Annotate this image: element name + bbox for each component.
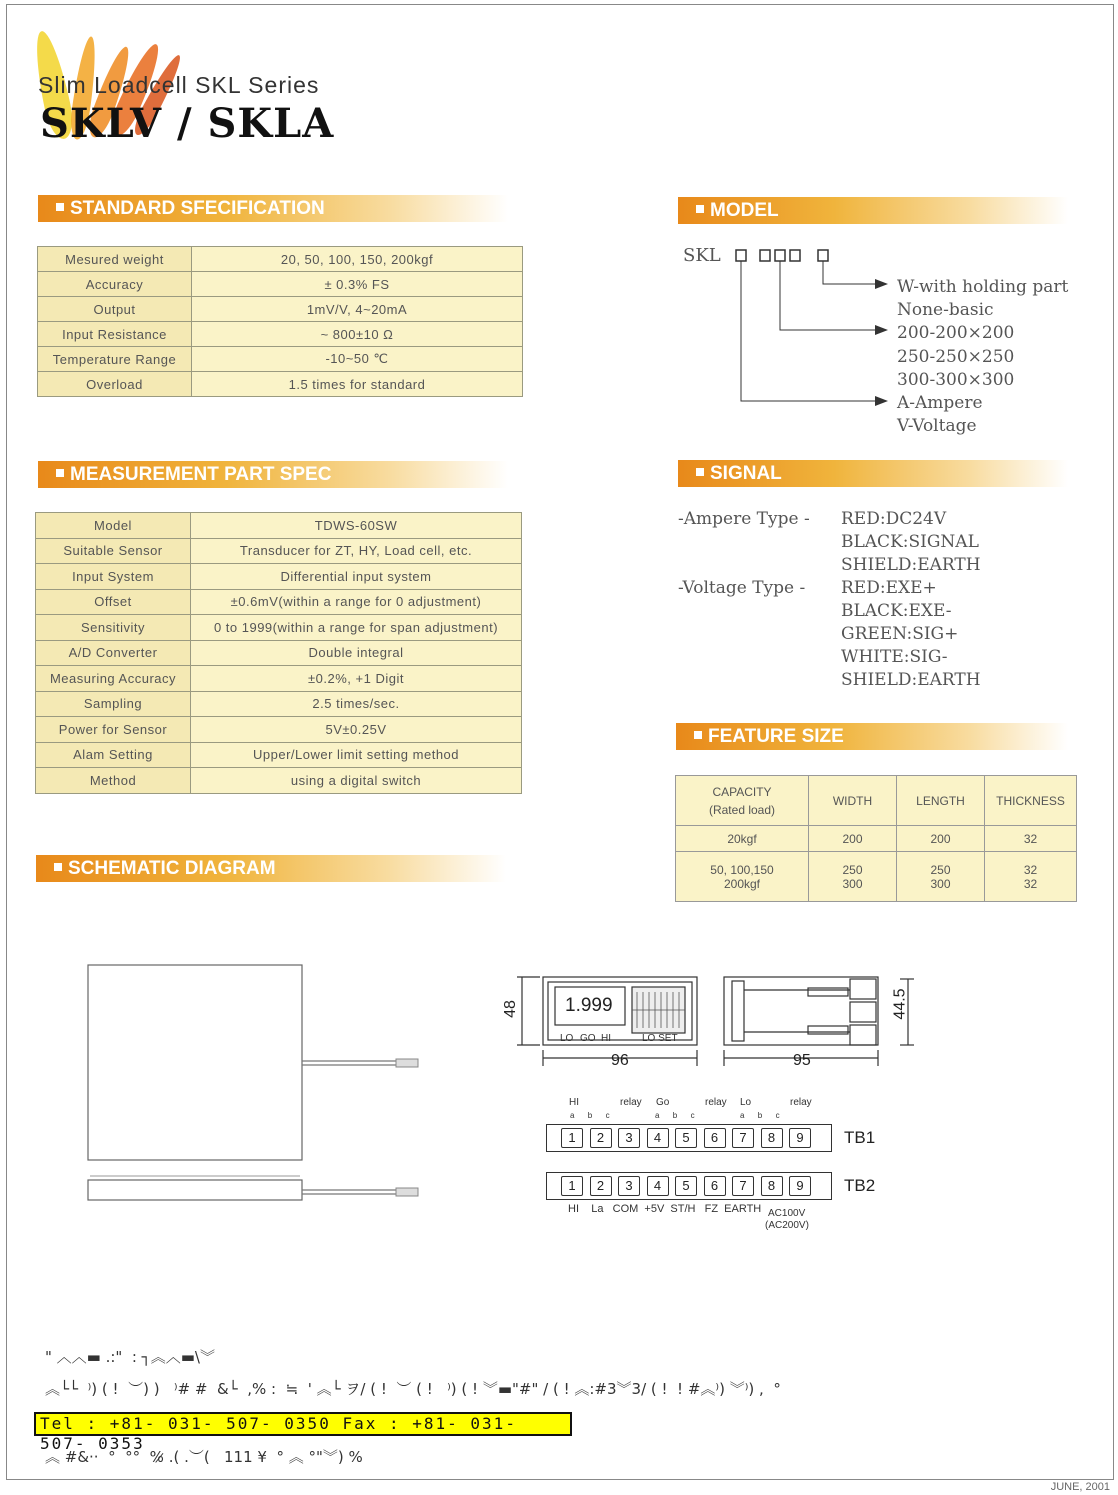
terminal-8: 8 [761, 1128, 783, 1148]
signal-voltage-label: -Voltage Type - [678, 578, 806, 598]
terminal-7: 7 [732, 1176, 754, 1196]
signal-ampere-list: RED:DC24V BLACK:SIGNAL SHIELD:EARTH [841, 509, 981, 575]
model-heading: MODEL [678, 197, 1068, 224]
terminal-3: 3 [618, 1128, 640, 1148]
terminal-5: 5 [675, 1176, 697, 1196]
tb1-abc-2: a b c [655, 1111, 695, 1120]
schematic-heading: SCHEMATIC DIAGRAM [36, 855, 506, 882]
size-cell: 250 300 [809, 852, 897, 902]
footer-line-2: ︽└└ ⁾) ( ! ︶) ) ⁾# # &└ ,% : ≒ ' ︽└ ヲ/ ( ! ︶ ( ! ⁾) ( ! ︾▬"#" / ( ! ︽:#3︾3/ ( ! ! #︽⁾) ︾⁾) , ° [45, 1380, 781, 1398]
spec-label: Mesured weight [38, 247, 192, 272]
spec-value: 20, 50, 100, 150, 200kgf [192, 247, 523, 272]
spec-value: TDWS-60SW [191, 513, 522, 539]
terminal-8: 8 [761, 1176, 783, 1196]
terminal-7: 7 [732, 1128, 754, 1148]
terminal-2: 2 [590, 1176, 612, 1196]
spec-row [36, 691, 522, 717]
capacity-header: CAPACITY (Rated load) [676, 776, 809, 826]
standard-spec-table [37, 246, 523, 397]
spec-label: Offset [36, 589, 191, 615]
signal-heading: SIGNAL [678, 460, 1068, 487]
spec-row [38, 272, 523, 297]
model-code-diagram [730, 246, 900, 411]
tb1-hi-label: HI [569, 1097, 579, 1108]
series-title: Slim Loadcell SKL Series [38, 72, 320, 98]
ac100v-label: AC100V [768, 1208, 806, 1219]
spec-value: ±0.6mV(within a range for 0 adjustment) [191, 589, 522, 615]
size-cell: 50, 100,150 200kgf [676, 852, 809, 902]
spec-label: Output [38, 297, 192, 322]
spec-row [36, 717, 522, 743]
dim-width-95: 95 [793, 1052, 811, 1069]
led-hi-label: HI [601, 1033, 611, 1044]
tb1-relay2-label: relay [705, 1097, 727, 1108]
terminal-2: 2 [590, 1128, 612, 1148]
spec-label: Input System [36, 564, 191, 590]
footer-line-4: ︽ #&·· ° °° %̷ .( .︶( 111 ¥ ° ︽ °"︾) % [45, 1448, 363, 1466]
tb1-label: TB1 [844, 1128, 876, 1147]
spec-value: ± 0.3% FS [192, 272, 523, 297]
terminal-1: 1 [561, 1176, 583, 1196]
thickness-header: THICKNESS [985, 776, 1077, 826]
publication-date: JUNE, 2001 [1050, 1481, 1110, 1493]
terminal-5: 5 [675, 1128, 697, 1148]
size-cell: 32 32 [985, 852, 1077, 902]
measurement-spec-heading: MEASUREMENT PART SPEC [38, 461, 508, 488]
spec-row [36, 564, 522, 590]
terminal-4: 4 [647, 1128, 669, 1148]
display-readout: 1.999 [565, 995, 613, 1016]
size-cell: 20kgf [676, 826, 809, 852]
feature-size-heading: FEATURE SIZE [676, 723, 1068, 750]
spec-row [38, 322, 523, 347]
spec-label: Accuracy [38, 272, 192, 297]
led-go-label: GO [580, 1033, 596, 1044]
spec-row [38, 347, 523, 372]
spec-row [36, 768, 522, 794]
dim-width-96: 96 [611, 1052, 629, 1069]
tb2-bottom-labels: HI La COM +5V ST/H FZ EARTH [568, 1203, 762, 1215]
size-cell: 250 300 [897, 852, 985, 902]
terminal-4: 4 [647, 1176, 669, 1196]
spec-label: Power for Sensor [36, 717, 191, 743]
spec-row [36, 589, 522, 615]
signal-voltage-list: RED:EXE+ BLACK:EXE- GREEN:SIG+ WHITE:SIG- SHIELD:EARTH [841, 578, 981, 690]
led-lo-label: LO [560, 1033, 574, 1044]
terminal-1: 1 [561, 1128, 583, 1148]
spec-value: ±0.2%, +1 Digit [191, 666, 522, 692]
signal-ampere-label: -Ampere Type - [678, 509, 810, 529]
tb1-abc-1: a b c [570, 1111, 610, 1120]
spec-value: 0 to 1999(within a range for span adjustment) [191, 615, 522, 641]
tb1-abc-3: a b c [740, 1111, 780, 1120]
spec-label: Suitable Sensor [36, 538, 191, 564]
spec-value: Transducer for ZT, HY, Load cell, etc. [191, 538, 522, 564]
spec-row [38, 297, 523, 322]
spec-label: A/D Converter [36, 640, 191, 666]
spec-row [38, 247, 523, 272]
spec-value: Double integral [191, 640, 522, 666]
spec-row [36, 666, 522, 692]
loadcell-drawing [80, 960, 430, 1210]
tb1-relay1-label: relay [620, 1097, 642, 1108]
size-cell: 200 [897, 826, 985, 852]
model-title: SKLV / SKLA [40, 100, 335, 147]
spec-label: Overload [38, 372, 192, 397]
terminal-9: 9 [789, 1128, 811, 1148]
terminal-block-tb2 [546, 1172, 832, 1200]
spec-row [38, 372, 523, 397]
tb1-go-label: Go [656, 1097, 670, 1108]
spec-row [36, 742, 522, 768]
terminal-block-tb1 [546, 1124, 832, 1152]
tb1-lo-label: Lo [740, 1097, 752, 1108]
contact-tel-fax: Tel : +81- 031- 507- 0350 Fax : +81- 031- 507- 0353 [34, 1412, 572, 1436]
tb1-relay3-label: relay [790, 1097, 812, 1108]
spec-value: using a digital switch [191, 768, 522, 794]
spec-value: 5V±0.25V [191, 717, 522, 743]
width-header: WIDTH [809, 776, 897, 826]
spec-row [36, 640, 522, 666]
length-header: LENGTH [897, 776, 985, 826]
spec-value: 2.5 times/sec. [191, 691, 522, 717]
terminal-6: 6 [704, 1176, 726, 1196]
spec-label: Alam Setting [36, 742, 191, 768]
measurement-spec-table [35, 512, 522, 794]
terminal-3: 3 [618, 1176, 640, 1196]
footer-line-1: " ︿︿▬ .:" : ┐︽︿▬\︾ [45, 1348, 215, 1366]
dim-height-44-5: 44.5 [891, 988, 909, 1020]
spec-row [36, 538, 522, 564]
lo-set-label: LO SET [642, 1033, 678, 1044]
feature-size-table [675, 775, 1077, 902]
spec-label: Measuring Accuracy [36, 666, 191, 692]
spec-label: Sensitivity [36, 615, 191, 641]
spec-row [36, 513, 522, 539]
size-cell: 32 [985, 826, 1077, 852]
terminal-9: 9 [789, 1176, 811, 1196]
terminal-6: 6 [704, 1128, 726, 1148]
spec-value: ~ 800±10 Ω [192, 322, 523, 347]
tb2-label: TB2 [844, 1176, 876, 1195]
ac200v-label: (AC200V) [765, 1220, 809, 1231]
standard-spec-heading: STANDARD SFECIFICATION [38, 195, 508, 222]
indicator-drawing [500, 970, 920, 1080]
spec-value: Upper/Lower limit setting method [191, 742, 522, 768]
model-prefix: SKL [683, 245, 721, 266]
model-options: W-with holding part None-basic 200-200×200 250-250×250 300-300×300 A-Ampere V-Voltage [897, 277, 1069, 437]
spec-value: Differential input system [191, 564, 522, 590]
spec-value: 1mV/V, 4~20mA [192, 297, 523, 322]
size-cell: 200 [809, 826, 897, 852]
spec-row [36, 615, 522, 641]
spec-value: 1.5 times for standard [192, 372, 523, 397]
spec-label: Input Resistance [38, 322, 192, 347]
spec-label: Sampling [36, 691, 191, 717]
spec-label: Temperature Range [38, 347, 192, 372]
spec-label: Method [36, 768, 191, 794]
spec-label: Model [36, 513, 191, 539]
spec-value: -10~50 ℃ [192, 347, 523, 372]
dim-height-48: 48 [501, 1000, 519, 1018]
